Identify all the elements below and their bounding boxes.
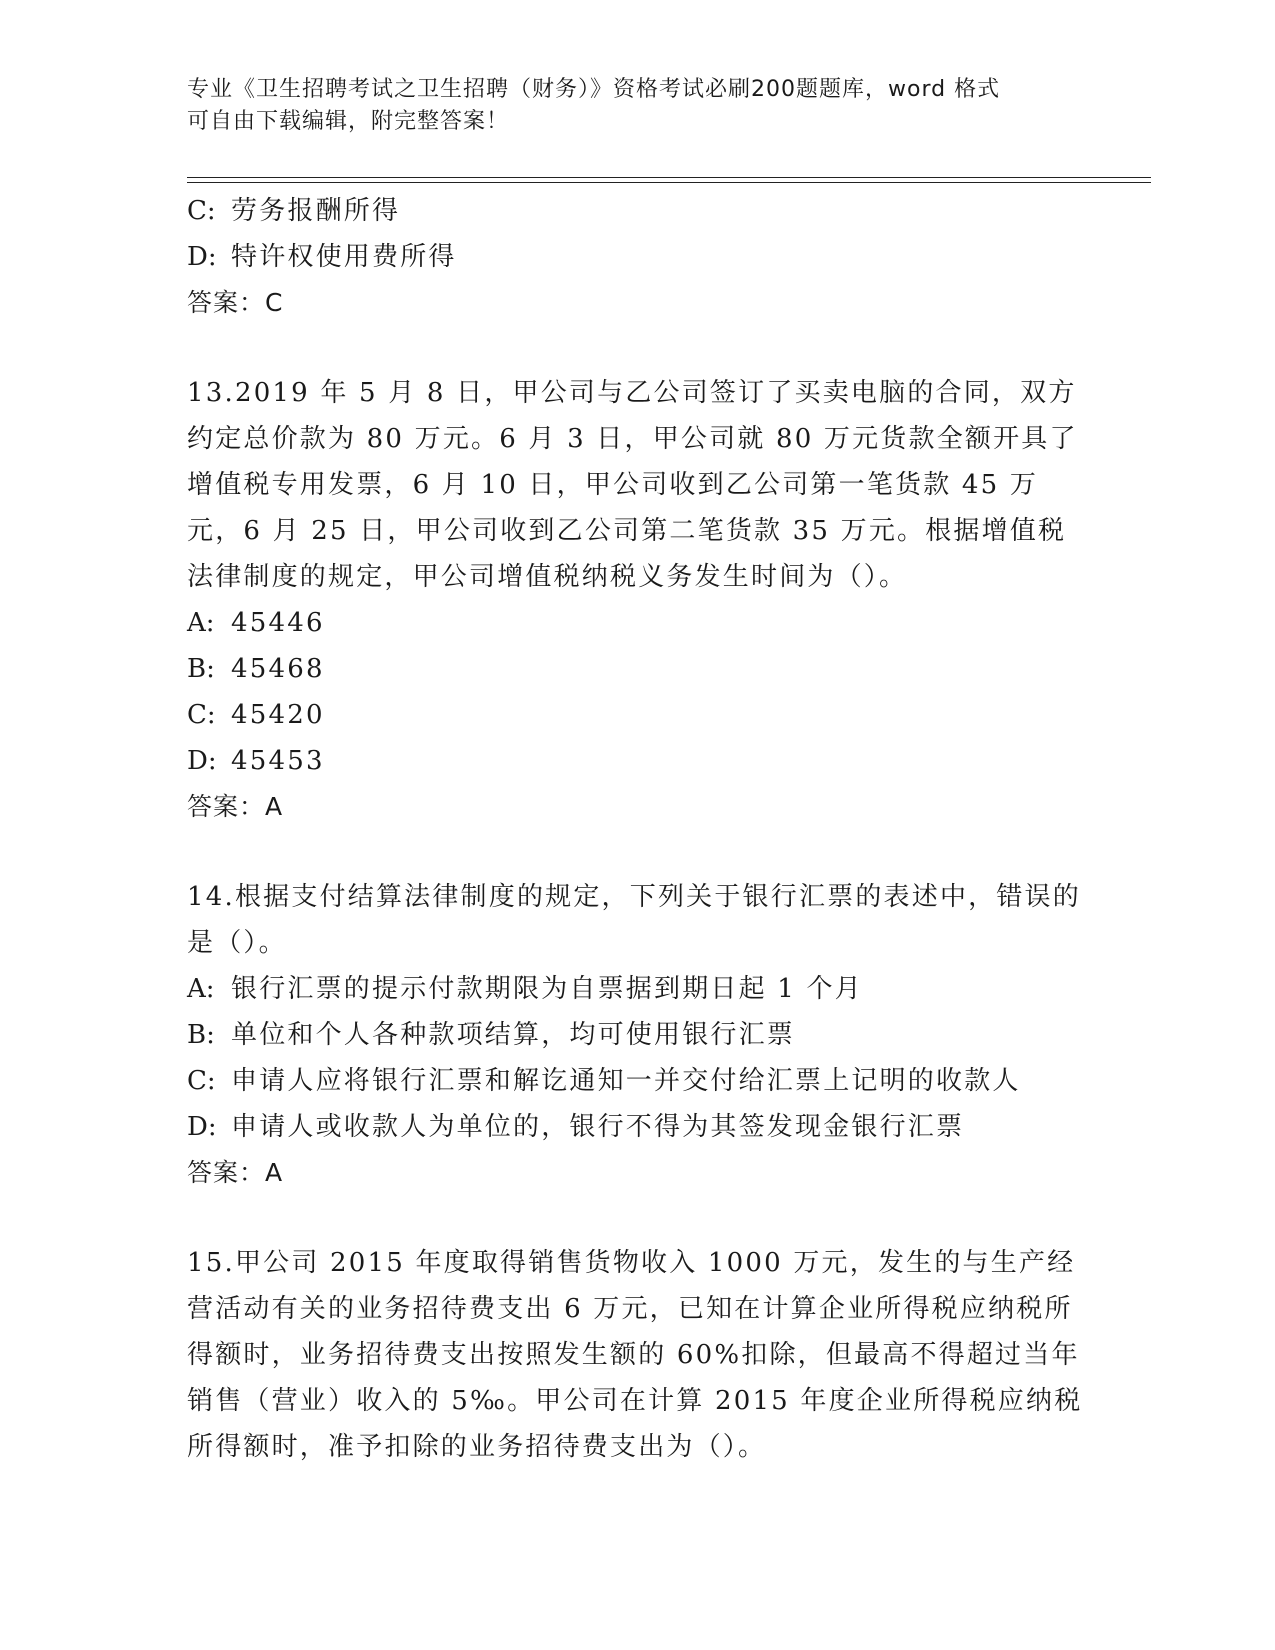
option-d [187, 234, 1087, 280]
answer-line: 答案：A [187, 1158, 284, 1187]
answer-line: 答案：C [187, 288, 284, 317]
question-text: 15.甲公司 2015 年度取得销售货物收入 1000 万元，发生的与生产经营活动有关的业务招待费支出 6 万元，已知在计算企业所得税应纳税所得额时，业务招待费支出按照发生额的 60%扣除，但最高不得超过当年销售（营业）收入的 5‰。甲公司在计算 2015 年度企业所得税应纳税所得额时，准予扣除的业务招待费支出为（）。 [187, 1248, 1083, 1462]
option-b [187, 646, 1087, 692]
spacer [187, 1196, 1087, 1240]
spacer [187, 830, 1087, 874]
answer-line: 答案：A [187, 792, 284, 821]
option-key: B: [187, 654, 215, 684]
option-key: C: [187, 700, 216, 730]
header-rule-bottom [187, 182, 1151, 183]
option-key: D: [187, 242, 217, 272]
document-header [187, 74, 1087, 138]
option-c [187, 1058, 1087, 1104]
option-key: B: [187, 1020, 215, 1050]
option-key: D: [187, 746, 217, 776]
option-b [187, 1012, 1087, 1058]
option-text: 劳务报酬所得 [231, 196, 401, 226]
question-block [187, 1240, 1087, 1470]
header-line-2: 可自由下载编辑，附完整答案！ [187, 109, 510, 134]
option-text: 特许权使用费所得 [231, 242, 457, 272]
option-a [187, 600, 1087, 646]
question-block [187, 370, 1087, 830]
option-d [187, 738, 1087, 784]
option-c [187, 692, 1087, 738]
option-key: A: [187, 974, 215, 1004]
option-text: 银行汇票的提示付款期限为自票据到期日起 1 个月 [231, 974, 863, 1004]
option-text: 45446 [231, 608, 325, 638]
question-block [187, 874, 1087, 1196]
option-key: D: [187, 1112, 217, 1142]
spacer [187, 326, 1087, 370]
option-text: 45468 [231, 654, 325, 684]
document-body [187, 188, 1087, 1470]
header-rule-top [187, 177, 1151, 178]
option-text: 单位和个人各种款项结算，均可使用银行汇票 [231, 1020, 796, 1050]
option-text: 45453 [231, 746, 325, 776]
option-d [187, 1104, 1087, 1150]
option-text: 申请人或收款人为单位的，银行不得为其签发现金银行汇票 [231, 1112, 965, 1142]
option-c [187, 188, 1087, 234]
option-key: A: [187, 608, 215, 638]
option-key: C: [187, 1066, 216, 1096]
question-text: 13.2019 年 5 月 8 日，甲公司与乙公司签订了买卖电脑的合同，双方约定总价款为 80 万元。6 月 3 日，甲公司就 80 万元货款全额开具了增值税专用发票，6 月 10 日，甲公司收到乙公司第一笔货款 45 万元，6 月 25 日，甲公司收到乙公司第二笔货款 35 万元。根据增值税法律制度的规定，甲公司增值税纳税义务发生时间为（）。 [187, 378, 1078, 592]
header-line-1: 专业《卫生招聘考试之卫生招聘（财务）》资格考试必刷200题题库，word 格式 [187, 77, 1001, 102]
option-text: 申请人应将银行汇票和解讫通知一并交付给汇票上记明的收款人 [231, 1066, 1021, 1096]
question-text: 14.根据支付结算法律制度的规定，下列关于银行汇票的表述中，错误的是（）。 [187, 882, 1081, 958]
option-key: C: [187, 196, 216, 226]
option-a [187, 966, 1087, 1012]
option-text: 45420 [231, 700, 325, 730]
question-block [187, 188, 1087, 326]
